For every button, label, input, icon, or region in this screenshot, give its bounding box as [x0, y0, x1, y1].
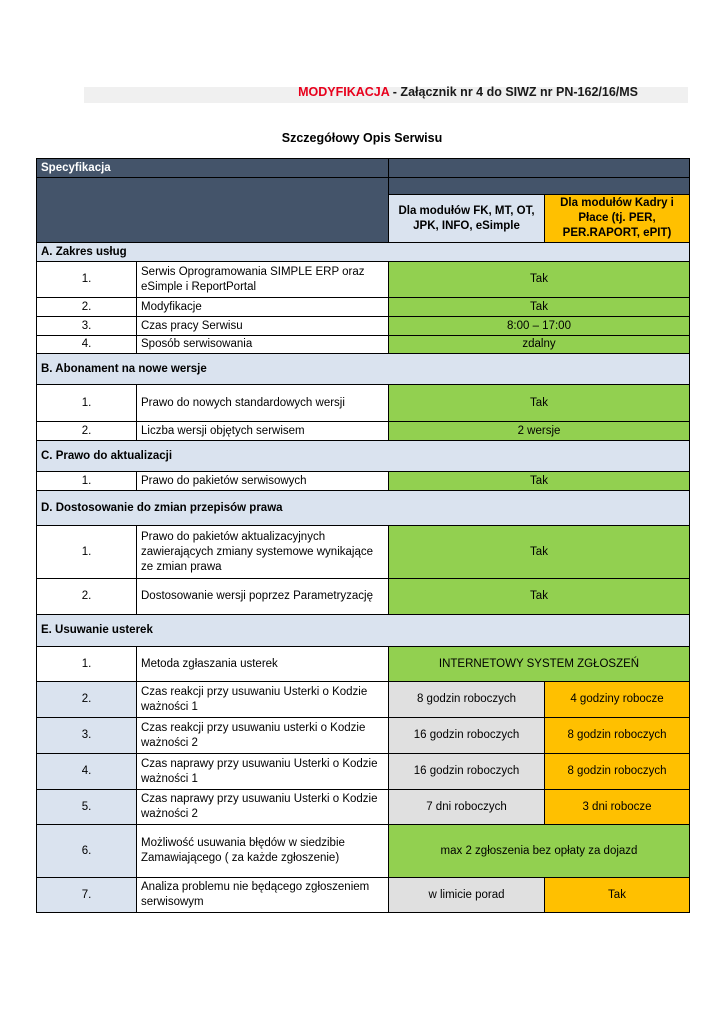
row-value: Tak	[389, 472, 690, 491]
section-row	[37, 441, 690, 472]
header-spacer	[389, 178, 690, 195]
row-name: Czas naprawy przy usuwaniu Usterki o Kodzie ważności 1	[137, 754, 389, 790]
row-name: Czas reakcji przy usuwaniu usterki o Kodzie ważności 2	[137, 718, 389, 754]
row-name: Czas naprawy przy usuwaniu Usterki o Kodzie ważności 2	[137, 790, 389, 825]
table-row	[37, 579, 690, 615]
table-row	[37, 262, 690, 298]
row-name: Możliwość usuwania błędów w siedzibie Zamawiającego ( za każde zgłoszenie)	[137, 825, 389, 878]
row-value: Tak	[389, 579, 690, 615]
row-number: 1.	[37, 526, 137, 579]
row-value-fk: 8 godzin roboczych	[389, 682, 545, 718]
table-row	[37, 682, 690, 718]
row-name: Czas pracy Serwisu	[137, 317, 389, 336]
table-row	[37, 298, 690, 317]
row-name: Analiza problemu nie będącego zgłoszeniem serwisowym	[137, 878, 389, 913]
row-value-kadry: 8 godzin roboczych	[545, 754, 690, 790]
row-number: 7.	[37, 878, 137, 913]
document-title	[84, 85, 638, 99]
row-value: Tak	[389, 298, 690, 317]
row-number: 4.	[37, 754, 137, 790]
section-e-title: E. Usuwanie usterek	[37, 615, 690, 647]
section-row	[37, 491, 690, 526]
spec-header: Specyfikacja	[37, 159, 389, 178]
table-row	[37, 422, 690, 441]
table-row	[37, 754, 690, 790]
service-spec-table	[36, 158, 690, 913]
row-value: Tak	[389, 262, 690, 298]
row-name: Liczba wersji objętych serwisem	[137, 422, 389, 441]
table-row	[37, 718, 690, 754]
row-name: Modyfikacje	[137, 298, 389, 317]
row-number: 1.	[37, 472, 137, 491]
row-number: 2.	[37, 298, 137, 317]
section-b-title: B. Abonament na nowe wersje	[37, 354, 690, 385]
page-subtitle: Szczegółowy Opis Serwisu	[281, 131, 443, 145]
table-row	[37, 385, 690, 422]
table-row	[37, 878, 690, 913]
table-row	[37, 790, 690, 825]
row-number: 1.	[37, 262, 137, 298]
row-value-fk: 16 godzin roboczych	[389, 754, 545, 790]
row-name: Prawo do pakietów serwisowych	[137, 472, 389, 491]
table-header-row	[37, 159, 690, 178]
row-value-kadry: Tak	[545, 878, 690, 913]
table-row	[37, 317, 690, 336]
table-row	[37, 526, 690, 579]
section-row	[37, 243, 690, 262]
row-name: Dostosowanie wersji poprzez Parametryzację	[137, 579, 389, 615]
row-value-kadry: 8 godzin roboczych	[545, 718, 690, 754]
column-header-fk: Dla modułów FK, MT, OT, JPK, INFO, eSimple	[389, 195, 545, 243]
row-number: 3.	[37, 317, 137, 336]
row-name: Czas reakcji przy usuwaniu Usterki o Kodzie ważności 1	[137, 682, 389, 718]
row-value: 2 wersje	[389, 422, 690, 441]
section-row	[37, 615, 690, 647]
row-name: Serwis Oprogramowania SIMPLE ERP oraz eSimple i ReportPortal	[137, 262, 389, 298]
row-name: Sposób serwisowania	[137, 336, 389, 354]
row-value: Tak	[389, 385, 690, 422]
row-number: 2.	[37, 422, 137, 441]
row-value: INTERNETOWY SYSTEM ZGŁOSZEŃ	[389, 647, 690, 682]
header-blank	[37, 178, 389, 243]
row-number: 4.	[37, 336, 137, 354]
row-value: max 2 zgłoszenia bez opłaty za dojazd	[389, 825, 690, 878]
row-value-fk: 7 dni roboczych	[389, 790, 545, 825]
row-name: Prawo do nowych standardowych wersji	[137, 385, 389, 422]
row-number: 5.	[37, 790, 137, 825]
table-row	[37, 472, 690, 491]
column-header-kadry: Dla modułów Kadry i Płace (tj. PER, PER.RAPORT, ePIT)	[545, 195, 690, 243]
section-d-title: D. Dostosowanie do zmian przepisów prawa	[37, 491, 690, 526]
table-row	[37, 647, 690, 682]
row-value: 8:00 – 17:00	[389, 317, 690, 336]
row-value-fk: 16 godzin roboczych	[389, 718, 545, 754]
section-a-title: A. Zakres usług	[37, 243, 690, 262]
row-value: zdalny	[389, 336, 690, 354]
row-number: 2.	[37, 579, 137, 615]
header-spacer	[389, 159, 690, 178]
table-row	[37, 825, 690, 878]
row-number: 6.	[37, 825, 137, 878]
section-row	[37, 354, 690, 385]
row-value-kadry: 3 dni robocze	[545, 790, 690, 825]
row-value-fk: w limicie porad	[389, 878, 545, 913]
modification-label: MODYFIKACJA	[298, 85, 390, 99]
row-number: 1.	[37, 647, 137, 682]
row-number: 2.	[37, 682, 137, 718]
section-c-title: C. Prawo do aktualizacji	[37, 441, 690, 472]
row-value: Tak	[389, 526, 690, 579]
row-name: Prawo do pakietów aktualizacyjnych zawierających zmiany systemowe wynikające ze zmian prawa	[137, 526, 389, 579]
row-number: 3.	[37, 718, 137, 754]
table-row	[37, 336, 690, 354]
title-text: - Załącznik nr 4 do SIWZ nr PN-162/16/MS	[389, 85, 638, 99]
row-value-kadry: 4 godziny robocze	[545, 682, 690, 718]
table-header-row	[37, 178, 690, 195]
row-number: 1.	[37, 385, 137, 422]
row-name: Metoda zgłaszania usterek	[137, 647, 389, 682]
